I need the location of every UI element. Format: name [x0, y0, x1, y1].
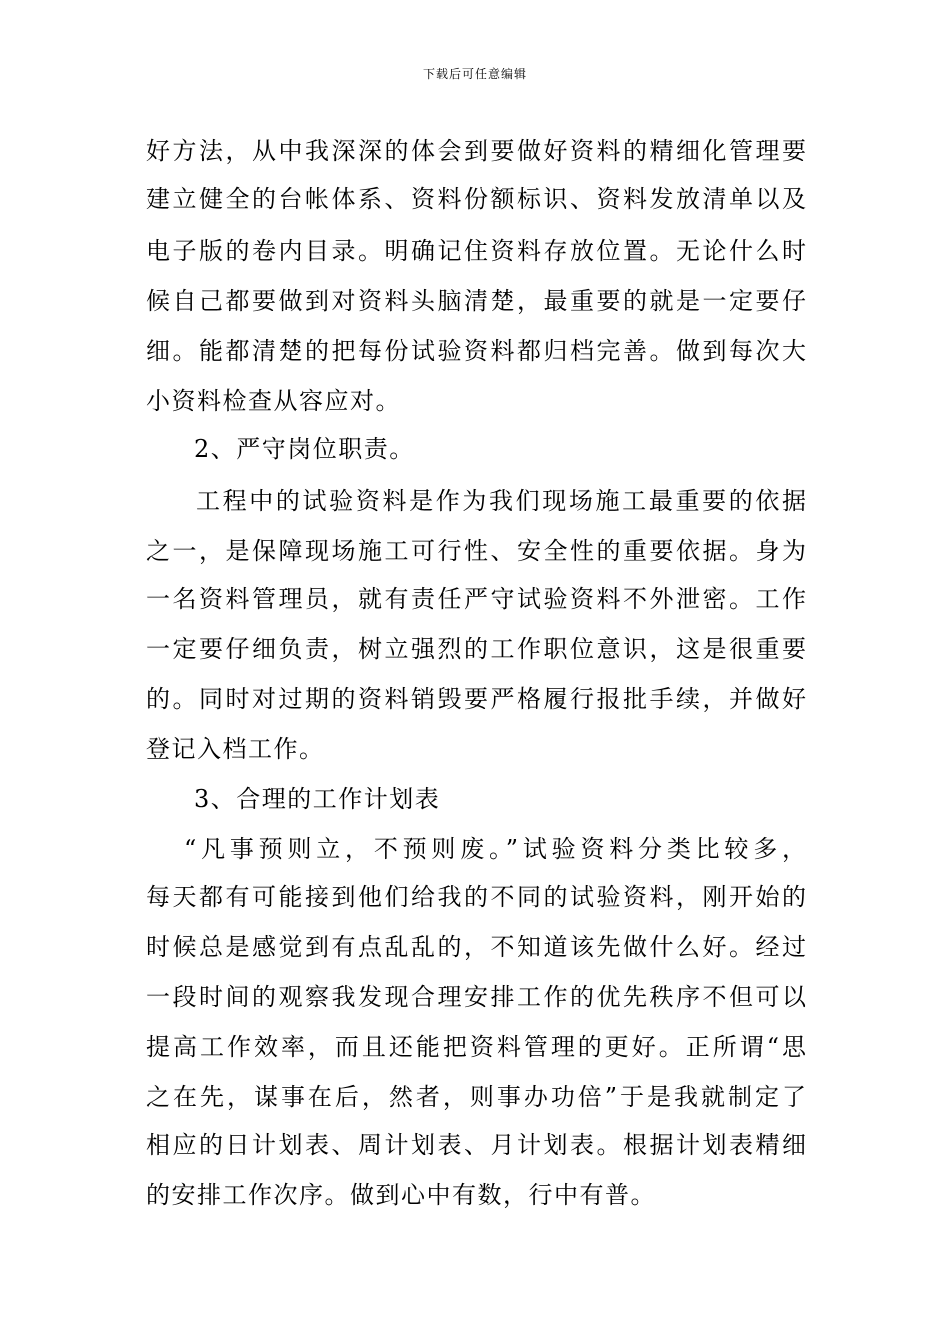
- text-line: 相应的日计划表、周计划表、月计划表。根据计划表精细: [146, 1131, 806, 1159]
- text-line: 好方法，从中我深深的体会到要做好资料的精细化管理要: [146, 137, 806, 165]
- text-line: 之一，是保障现场施工可行性、安全性的重要依据。身为: [146, 537, 806, 565]
- text-line: 建立健全的台帐体系、资料份额标识、资料发放清单以及: [146, 185, 806, 213]
- text-line: 细。能都清楚的把每份试验资料都归档完善。做到每次大: [146, 337, 806, 365]
- page-header: 下载后可任意编辑: [422, 67, 527, 81]
- text-line: 提高工作效率，而且还能把资料管理的更好。正所谓“思: [146, 1033, 806, 1061]
- text-line: 候自己都要做到对资料头脑清楚，最重要的就是一定要仔: [146, 287, 806, 315]
- text-line: 电子版的卷内目录。明确记住资料存放位置。无论什么时: [146, 237, 806, 265]
- text-line: 的安排工作次序。做到心中有数，行中有普。: [146, 1181, 656, 1209]
- text-line: 每天都有可能接到他们给我的不同的试验资料，刚开始的: [146, 883, 806, 911]
- text-line: “凡事预则立，不预则废。”试验资料分类比较多，: [184, 835, 806, 863]
- text-line: 一名资料管理员，就有责任严守试验资料不外泄密。工作: [146, 585, 806, 613]
- text-line: 工程中的试验资料是作为我们现场施工最重要的依据: [196, 487, 806, 515]
- text-line: 小资料检查从容应对。: [146, 387, 401, 415]
- section-heading: 2、严守岗位职责。: [194, 435, 415, 463]
- text-line: 时候总是感觉到有点乱乱的，不知道该先做什么好。经过: [146, 933, 806, 961]
- text-line: 一定要仔细负责，树立强烈的工作职位意识，这是很重要: [146, 635, 806, 663]
- text-line: 登记入档工作。: [146, 735, 325, 763]
- text-line: 之在先，谋事在后，然者，则事办功倍”于是我就制定了: [146, 1083, 806, 1111]
- text-line: 一段时间的观察我发现合理安排工作的优先秩序不但可以: [146, 983, 806, 1011]
- section-heading: 3、合理的工作计划表: [194, 785, 441, 813]
- text-line: 的。同时对过期的资料销毁要严格履行报批手续，并做好: [146, 685, 806, 713]
